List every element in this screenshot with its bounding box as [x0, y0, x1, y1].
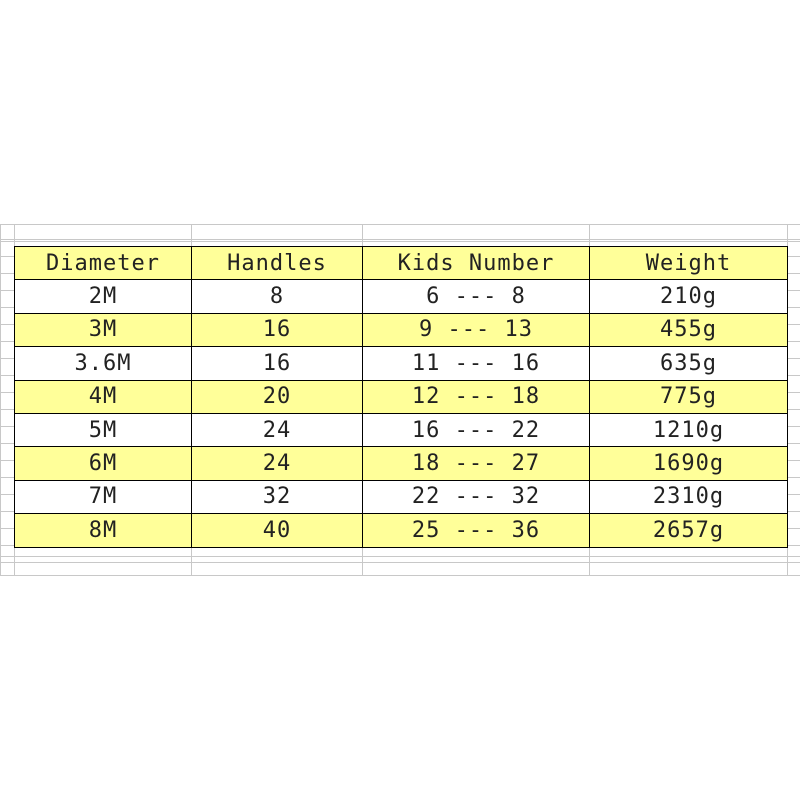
table-row	[15, 380, 788, 413]
table-row	[15, 480, 788, 513]
handles-cell[interactable]: 24	[192, 413, 363, 446]
header-cell-weight[interactable]: Weight	[590, 247, 788, 280]
grid-line	[0, 556, 800, 557]
diameter-cell[interactable]: 3M	[15, 313, 192, 346]
handles-cell[interactable]: 20	[192, 380, 363, 413]
kids-number-cell[interactable]: 11 --- 16	[363, 347, 590, 380]
handles-cell[interactable]: 40	[192, 514, 363, 547]
kids-number-cell[interactable]: 16 --- 22	[363, 413, 590, 446]
handles-cell[interactable]: 32	[192, 480, 363, 513]
handles-cell[interactable]: 24	[192, 447, 363, 480]
table-row	[15, 413, 788, 446]
diameter-cell[interactable]: 2M	[15, 280, 192, 313]
diameter-cell[interactable]: 3.6M	[15, 347, 192, 380]
handles-cell[interactable]: 8	[192, 280, 363, 313]
weight-cell[interactable]: 1690g	[590, 447, 788, 480]
weight-cell[interactable]: 1210g	[590, 413, 788, 446]
kids-number-cell[interactable]: 25 --- 36	[363, 514, 590, 547]
weight-cell[interactable]: 2310g	[590, 480, 788, 513]
kids-number-cell[interactable]: 9 --- 13	[363, 313, 590, 346]
table-row	[15, 347, 788, 380]
kids-number-cell[interactable]: 18 --- 27	[363, 447, 590, 480]
weight-cell[interactable]: 455g	[590, 313, 788, 346]
diameter-cell[interactable]: 5M	[15, 413, 192, 446]
weight-cell[interactable]: 210g	[590, 280, 788, 313]
table-row	[15, 514, 788, 547]
diameter-cell[interactable]: 4M	[15, 380, 192, 413]
kids-number-cell[interactable]: 6 --- 8	[363, 280, 590, 313]
grid-line	[0, 241, 800, 242]
kids-number-cell[interactable]: 22 --- 32	[363, 480, 590, 513]
table-row	[15, 280, 788, 313]
diameter-cell[interactable]: 6M	[15, 447, 192, 480]
weight-cell[interactable]: 635g	[590, 347, 788, 380]
table-row	[15, 313, 788, 346]
handles-cell[interactable]: 16	[192, 313, 363, 346]
size-table	[14, 246, 788, 548]
grid-line	[0, 575, 800, 576]
handles-cell[interactable]: 16	[192, 347, 363, 380]
diameter-cell[interactable]: 7M	[15, 480, 192, 513]
header-row	[15, 247, 788, 280]
weight-cell[interactable]: 2657g	[590, 514, 788, 547]
grid-line	[0, 224, 800, 225]
diameter-cell[interactable]: 8M	[15, 514, 192, 547]
weight-cell[interactable]: 775g	[590, 380, 788, 413]
header-cell-diameter[interactable]: Diameter	[15, 247, 192, 280]
kids-number-cell[interactable]: 12 --- 18	[363, 380, 590, 413]
table-row	[15, 447, 788, 480]
header-cell-kids-number[interactable]: Kids Number	[363, 247, 590, 280]
header-cell-handles[interactable]: Handles	[192, 247, 363, 280]
